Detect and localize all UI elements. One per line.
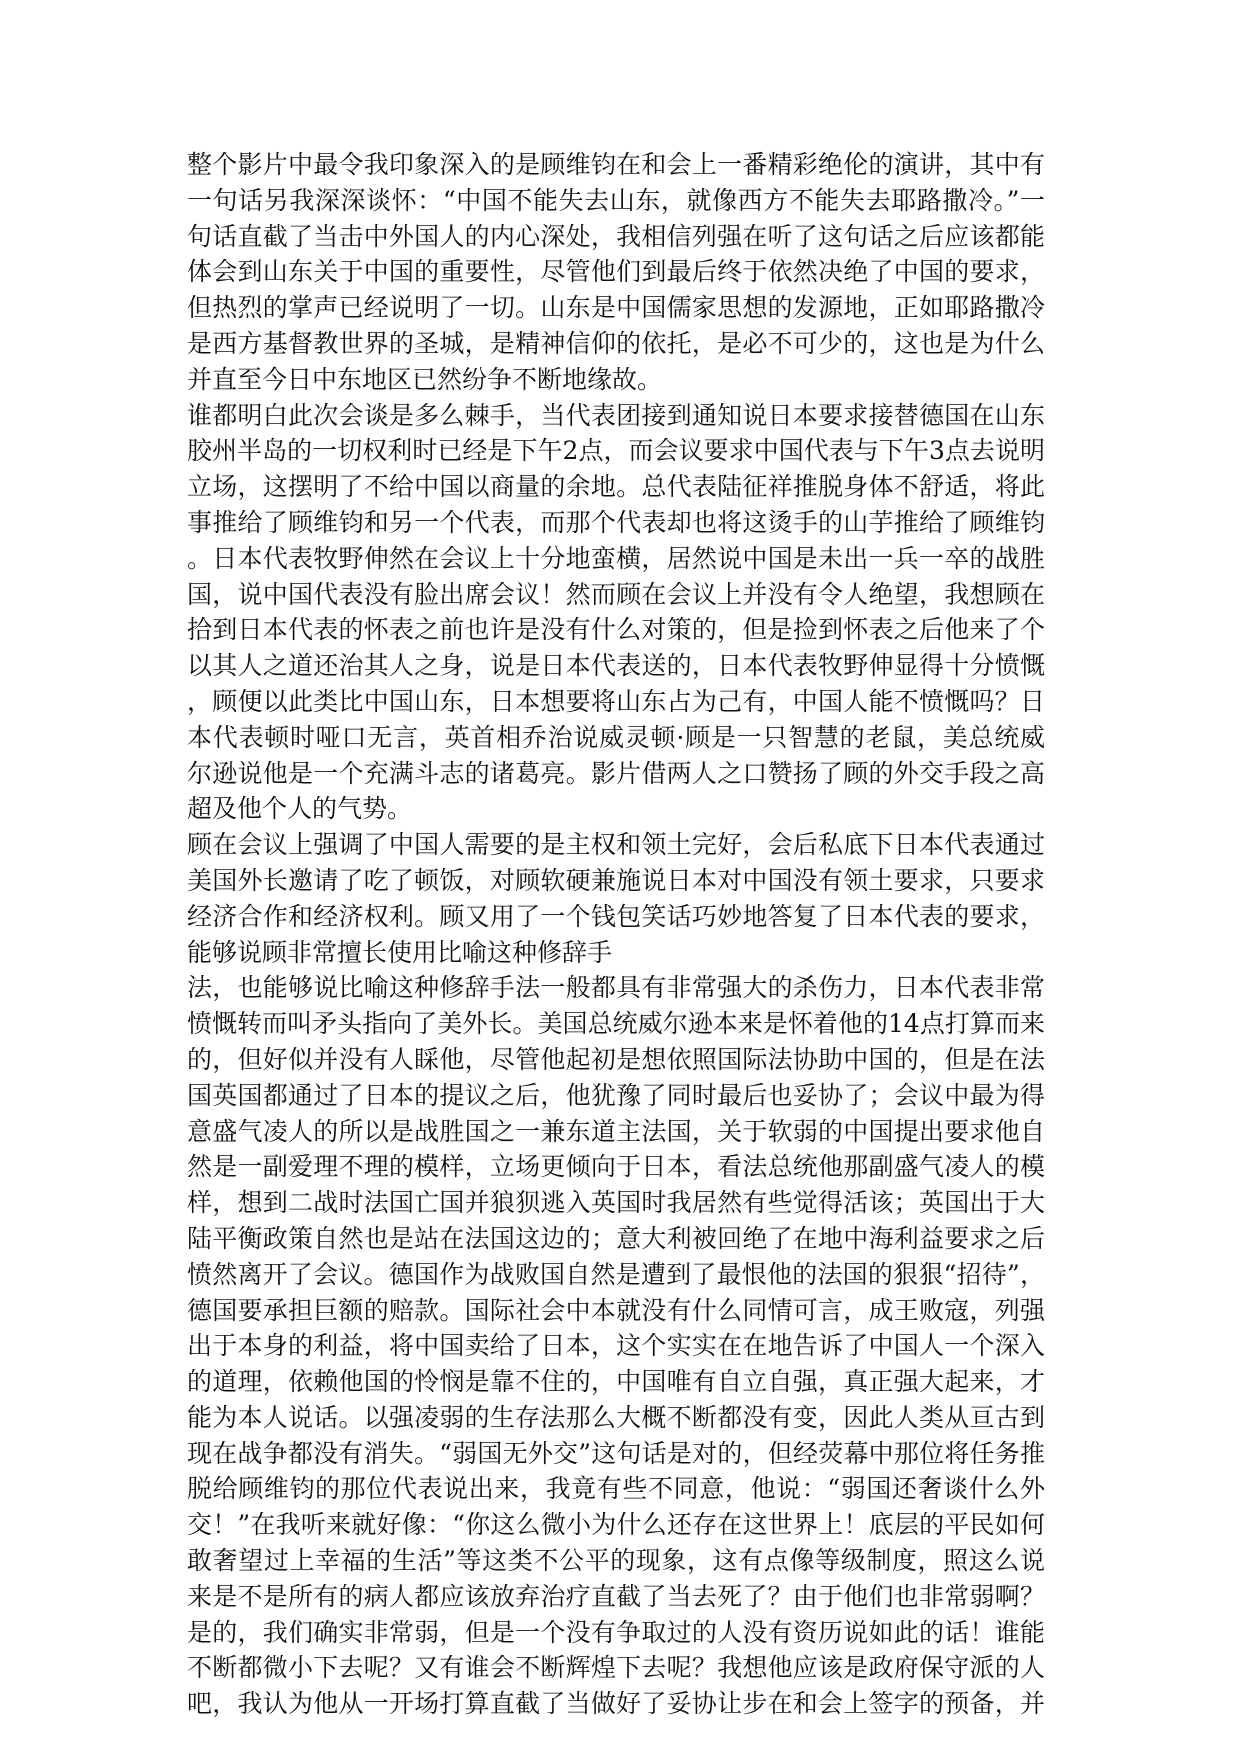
text-line: 尔逊说他是一个充满斗志的诸葛亮。影片借两人之口赞扬了顾的外交手段之高 bbox=[187, 758, 1045, 788]
text-line: 句话直截了当击中外国人的内心深处，我相信列强在听了这句话之后应该都能 bbox=[187, 221, 1045, 251]
text-line: 但热烈的掌声已经说明了一切。山东是中国儒家思想的发源地，正如耶路撒冷 bbox=[187, 293, 1045, 323]
text-line: ，顾便以此类比中国山东，日本想要将山东占为己有，中国人能不愤慨吗？日 bbox=[187, 686, 1045, 716]
text-line: 现在战争都没有消失。“弱国无外交”这句话是对的，但经荧幕中那位将任务推 bbox=[187, 1438, 1045, 1468]
text-line: 愤然离开了会议。德国作为战败国自然是遭到了最恨他的法国的狠狠“招待”， bbox=[187, 1259, 1045, 1289]
text-line: 拾到日本代表的怀表之前也许是没有什么对策的，但是捡到怀表之后他来了个 bbox=[187, 615, 1045, 645]
text-line: 美国外长邀请了吃了顿饭，对顾软硬兼施说日本对中国没有领土要求，只要求 bbox=[187, 865, 1045, 895]
text-line: 法，也能够说比喻这种修辞手法一般都具有非常强大的杀伤力，日本代表非常 bbox=[187, 973, 1045, 1003]
text-line: 是的，我们确实非常弱，但是一个没有争取过的人没有资历说如此的话！谁能 bbox=[187, 1617, 1045, 1647]
text-line: 出于本身的利益，将中国卖给了日本，这个实实在在地告诉了中国人一个深入 bbox=[187, 1331, 1045, 1361]
text-line: 超及他个人的气势。 bbox=[187, 794, 413, 824]
text-line: 以其人之道还治其人之身，说是日本代表送的，日本代表牧野伸显得十分愤慨 bbox=[187, 651, 1045, 681]
text-line: 胶州半岛的一切权利时已经是下午2点，而会议要求中国代表与下午3点去说明 bbox=[187, 436, 1045, 466]
text-line: 然是一副爱理不理的模样，立场更倾向于日本，看法总统他那副盛气凌人的模 bbox=[187, 1152, 1045, 1182]
text-line: 并直至今日中东地区已然纷争不断地缘故。 bbox=[187, 364, 663, 394]
text-line: 。日本代表牧野伸然在会议上十分地蛮横，居然说中国是未出一兵一卒的战胜 bbox=[187, 543, 1045, 573]
text-line: 愤慨转而叫矛头指向了美外长。美国总统威尔逊本来是怀着他的14点打算而来 bbox=[187, 1009, 1045, 1039]
text-line: 陆平衡政策自然也是站在法国这边的；意大利被回绝了在地中海利益要求之后 bbox=[187, 1223, 1045, 1253]
text-line: 吧，我认为他从一开场打算直截了当做好了妥协让步在和会上签字的预备，并 bbox=[187, 1689, 1045, 1719]
text-line: 的，但好似并没有人睬他，尽管他起初是想依照国际法协助中国的，但是在法 bbox=[187, 1044, 1045, 1074]
text-line: 谁都明白此次会谈是多么棘手，当代表团接到通知说日本要求接替德国在山东 bbox=[187, 400, 1045, 430]
text-line: 事推给了顾维钧和另一个代表，而那个代表却也将这烫手的山芋推给了顾维钧 bbox=[187, 507, 1045, 537]
text-line: 的道理，依赖他国的怜悯是靠不住的，中国唯有自立自强，真正强大起来，才 bbox=[187, 1367, 1045, 1397]
text-line: 本代表顿时哑口无言，英首相乔治说威灵顿·顾是一只智慧的老鼠，美总统威 bbox=[187, 722, 1045, 752]
text-line: 顾在会议上强调了中国人需要的是主权和领土完好，会后私底下日本代表通过 bbox=[187, 830, 1045, 860]
text-line: 敢奢望过上幸福的生活”等这类不公平的现象，这有点像等级制度，照这么说 bbox=[187, 1546, 1045, 1576]
text-line: 不断都微小下去呢？又有谁会不断辉煌下去呢？我想他应该是政府保守派的人 bbox=[187, 1653, 1045, 1683]
text-line: 立场，这摆明了不给中国以商量的余地。总代表陆征祥推脱身体不舒适，将此 bbox=[187, 472, 1045, 502]
text-line: 能为本人说话。以强凌弱的生存法那么大概不断都没有变，因此人类从亘古到 bbox=[187, 1402, 1045, 1432]
text-line: 交！”在我听来就好像：“你这么微小为什么还存在这世界上！底层的平民如何 bbox=[187, 1510, 1045, 1540]
text-line: 体会到山东关于中国的重要性，尽管他们到最后终于依然决绝了中国的要求， bbox=[187, 257, 1045, 287]
text-line: 一句话另我深深谈怀：“中国不能失去山东，就像西方不能失去耶路撒冷。”一 bbox=[187, 185, 1045, 215]
text-line: 是西方基督教世界的圣城，是精神信仰的依托，是必不可少的，这也是为什么 bbox=[187, 328, 1045, 358]
text-line: 经济合作和经济权利。顾又用了一个钱包笑话巧妙地答复了日本代表的要求， bbox=[187, 901, 1045, 931]
text-line: 德国要承担巨额的赔款。国际社会中本就没有什么同情可言，成王败寇，列强 bbox=[187, 1295, 1045, 1325]
body-text bbox=[187, 147, 1045, 1722]
text-line: 样，想到二战时法国亡国并狼狈逃入英国时我居然有些觉得活该；英国出于大 bbox=[187, 1188, 1045, 1218]
text-line: 国，说中国代表没有脸出席会议！然而顾在会议上并没有令人绝望，我想顾在 bbox=[187, 579, 1045, 609]
text-line: 来是不是所有的病人都应该放弃治疗直截了当去死了？由于他们也非常弱啊？ bbox=[187, 1581, 1045, 1611]
text-line: 国英国都通过了日本的提议之后，他犹豫了同时最后也妥协了；会议中最为得 bbox=[187, 1080, 1045, 1110]
text-line: 能够说顾非常擅长使用比喻这种修辞手 bbox=[187, 937, 613, 967]
text-line: 意盛气凌人的所以是战胜国之一兼东道主法国，关于软弱的中国提出要求他自 bbox=[187, 1116, 1045, 1146]
text-line: 整个影片中最令我印象深入的是顾维钧在和会上一番精彩绝伦的演讲，其中有 bbox=[187, 150, 1045, 179]
text-line: 脱给顾维钧的那位代表说出来，我竟有些不同意，他说：“弱国还奢谈什么外 bbox=[187, 1474, 1045, 1504]
